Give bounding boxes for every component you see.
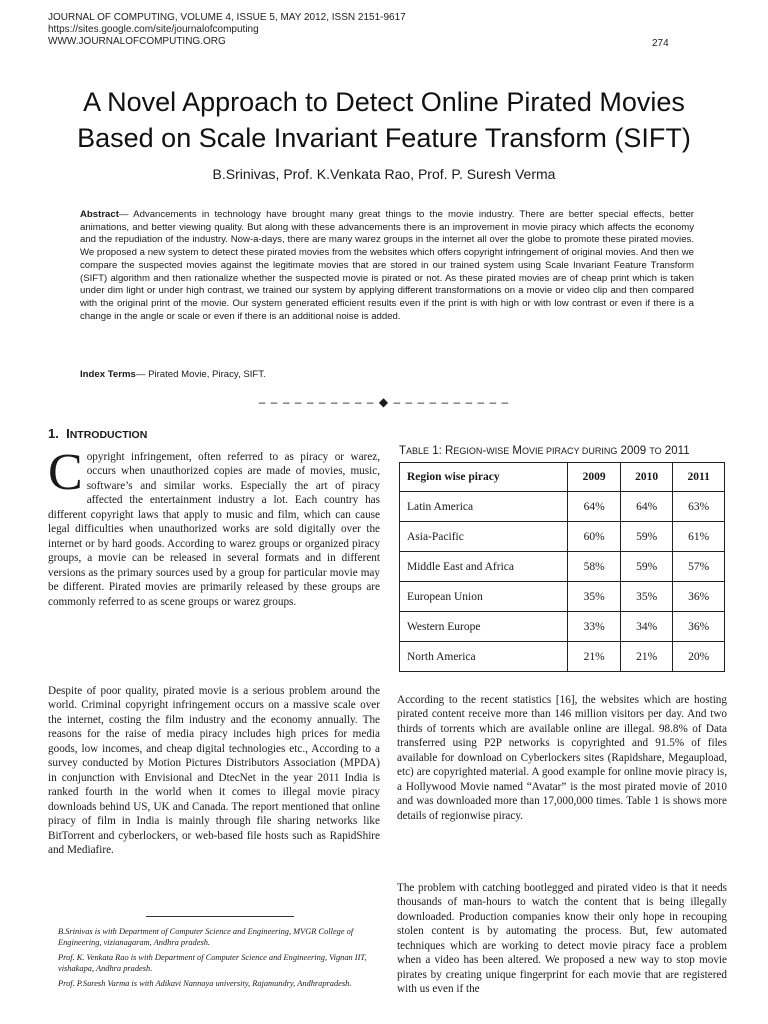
footnote-author-2: Prof. K. Venkata Rao is with Department of Computer Science and Engineering, Vignan IIT, vishakapa, Andhra pradesh. bbox=[58, 953, 367, 973]
table-cell: 57% bbox=[673, 552, 725, 582]
table-cell: 63% bbox=[673, 492, 725, 522]
table-cell: 61% bbox=[673, 522, 725, 552]
table-cell: 33% bbox=[568, 612, 620, 642]
table-cell: 21% bbox=[568, 642, 620, 672]
page-number: 274 bbox=[652, 38, 669, 49]
table-row bbox=[400, 582, 725, 612]
table-header-cell: 2011 bbox=[673, 463, 725, 492]
journal-header-line1: JOURNAL OF COMPUTING, VOLUME 4, ISSUE 5, MAY 2012, ISSN 2151-9617 bbox=[48, 12, 406, 23]
table-cell: 20% bbox=[673, 642, 725, 672]
abstract-label: Abstract bbox=[80, 209, 119, 220]
section-separator: – – – – – – – – – – ◆ – – – – – – – – – – bbox=[258, 395, 510, 409]
table-cell: Western Europe bbox=[400, 612, 568, 642]
table-cell: 35% bbox=[620, 582, 672, 612]
table-row bbox=[400, 552, 725, 582]
footnote-divider bbox=[146, 916, 294, 917]
paper-title-line1: A Novel Approach to Detect Online Pirated Movies bbox=[83, 87, 685, 117]
table-cell: North America bbox=[400, 642, 568, 672]
section-title-rest: NTRODUCTION bbox=[69, 429, 148, 441]
index-terms-label: Index Terms bbox=[80, 369, 136, 380]
table-cell: Latin America bbox=[400, 492, 568, 522]
table-cell: Middle East and Africa bbox=[400, 552, 568, 582]
table-header-cell: 2009 bbox=[568, 463, 620, 492]
journal-header-website[interactable]: WWW.JOURNALOFCOMPUTING.ORG bbox=[48, 36, 226, 47]
table-cell: 64% bbox=[620, 492, 672, 522]
table-header-row bbox=[400, 463, 725, 492]
table-cell: 21% bbox=[620, 642, 672, 672]
table-row bbox=[400, 492, 725, 522]
table-cell: 36% bbox=[673, 582, 725, 612]
table-row bbox=[400, 612, 725, 642]
journal-header-url[interactable]: https://sites.google.com/site/journalofcomputing bbox=[48, 24, 259, 35]
table-header-cell: Region wise piracy bbox=[400, 463, 568, 492]
section-heading-introduction bbox=[48, 426, 147, 441]
table-caption: TABLE 1: REGION-WISE MOVIE PIRACY DURING 2009 TO 2011 bbox=[399, 445, 690, 457]
abstract bbox=[80, 209, 694, 323]
section-first-letter: I bbox=[66, 426, 70, 441]
table-cell: European Union bbox=[400, 582, 568, 612]
index-terms bbox=[80, 369, 266, 380]
region-piracy-table bbox=[399, 462, 725, 672]
section-number: 1. bbox=[48, 426, 59, 441]
table-cell: 64% bbox=[568, 492, 620, 522]
table-header-cell: 2010 bbox=[620, 463, 672, 492]
table-row bbox=[400, 522, 725, 552]
table-cell: 60% bbox=[568, 522, 620, 552]
intro-paragraph-1-text: opyright infringement, often referred to as piracy or warez, occurs when unauthorized copies are made of movies, music, software’s and similar works. Especially the art of piracy affected the entertainment industry a lot. Each country has different copyright laws that apply to music and film, which can cause legal difficulties when unauthorized works are sold digitally over the internet or by hard goods. According to warez groups or organized piracy groups, a movie can be released in several formats and in different versions as the primary sources used by a group for particular movie may be different. Pirated movies are primarily released by these groups are commonly referred to as scene groups or warez groups. bbox=[48, 451, 380, 608]
right-paragraph-2: The problem with catching bootlegged and pirated video is that it needs thousands of man-hours to watch the content that is being illegally downloaded. Production companies know their only hope in recouping stolen content is by automating the process. But, few automated techniques which are working to detect movie piracy face a problem when a video has been altered. We proposed a new way to stop movie pirates by creating unique fingerprint for each movie that are registered with us even if the bbox=[397, 882, 727, 996]
dropcap-letter: C bbox=[48, 444, 83, 501]
intro-paragraph-2: Despite of poor quality, pirated movie is a serious problem around the world. Criminal copyright infringement occurs on a massive scale over the internet, costing the film industry and the economy annually. The reasons for the raise of media piracy includes high prices for media goods, low incomes, and cheap digital technologies etc., According to a survey conducted by Motion Pictures Distributors Association (MPDA) in conjunction with Envisional and DtecNet in the year 2011 India is ranked fourth in the world when it comes to illegal movie piracy downloads behind US, UK and Canada. The report mentioned that online piracy of film in India is mainly through file sharing networks like BitTorrent and cyberlockers, or web-based file hosts such as RapidShire and Mediafire. bbox=[48, 685, 380, 856]
footnote-author-1: B.Srinivas is with Department of Computer Science and Engineering, MVGR College of Engineering, vizianagaram, Andhra pradesh. bbox=[58, 927, 354, 947]
right-paragraph-1: According to the recent statistics [16], the websites which are hosting pirated content receive more than 146 million visitors per day. And two thirds of torrents which are available online are illegal. 98.8% of Data transferred using P2P networks is copyrighted and 91.5% of files available for download on Cyberlockers sites (Rapidshare, Megaupload, etc) are copyrighted material. A good example for online movie piracy is, a Hollywood Movie named “Avatar” is the most pirated movie of 2010 and was downloaded more than 17,000,000 times. Table 1 is shows more details of regionwise piracy. bbox=[397, 694, 727, 822]
footnote-author-3: Prof. P.Suresh Varma is with Adikavi Nannaya university, Rajamundry, Andhrapradesh. bbox=[58, 979, 352, 988]
authors: B.Srinivas, Prof. K.Venkata Rao, Prof. P. Suresh Verma bbox=[212, 166, 556, 182]
table-cell: Asia-Pacific bbox=[400, 522, 568, 552]
table-row bbox=[400, 642, 725, 672]
table-cell: 36% bbox=[673, 612, 725, 642]
table-cell: 59% bbox=[620, 522, 672, 552]
table-cell: 35% bbox=[568, 582, 620, 612]
table-cell: 34% bbox=[620, 612, 672, 642]
index-terms-text: — Pirated Movie, Piracy, SIFT. bbox=[135, 369, 266, 380]
table-cell: 59% bbox=[620, 552, 672, 582]
abstract-text: — Advancements in technology have brought many great things to the movie industry. There are better special effects, better animations, and better viewing quality. But along with these advancements there is an improvement in movie piracy which affects the economy and the repudiation of the industry. Now-a-days, there are many warez groups in the internet all over the globe to promote these pirated movies. We proposed a new system to detect these pirated movies from the websites which offers copyright infringement of original movies. And then we compare the suspected movies against the legitimate movies that are stored in our trained system using Scale Invariant Feature Transform (SIFT) algorithm and then rationalize whether the suspected movie is pirated or not. As these pirated movies are of cheap print which is taken under dim light or under high contrast, we trained our system by applying different transformations on a movie or video clip and then compared with the original print of the movie. Our system generated efficient results even if the print is with high or with low contrast or even if there is a change in the angle or scale or even if there is an additional noise is added. bbox=[80, 209, 694, 322]
table-cell: 58% bbox=[568, 552, 620, 582]
intro-paragraph-1 bbox=[48, 444, 380, 609]
paper-title-line2: Based on Scale Invariant Feature Transform (SIFT) bbox=[77, 123, 691, 153]
